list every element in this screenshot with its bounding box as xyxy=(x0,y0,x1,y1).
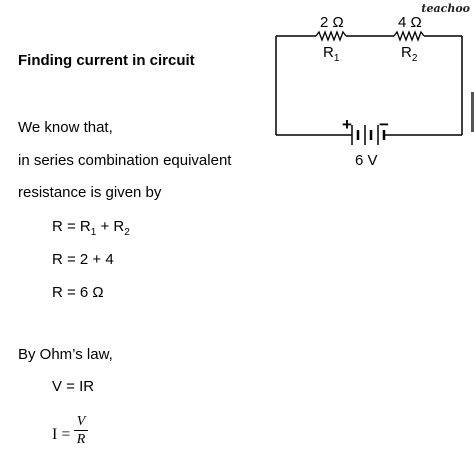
fraction-numerator: V xyxy=(76,414,86,429)
equation-current-fraction xyxy=(74,414,88,447)
fraction-bar xyxy=(74,430,88,431)
teachoo-watermark: teachoo xyxy=(421,2,470,15)
equation-resistance-sum: $R = R_1 + R_2$ xyxy=(52,218,130,238)
ohms-law-heading: By Ohm’s law, xyxy=(18,346,113,363)
resistor-r2-icon xyxy=(394,32,424,40)
equation-current-lhs: I = xyxy=(52,426,71,443)
r1-name-label: $R_1$ xyxy=(323,44,340,64)
resistor-r1-icon xyxy=(316,32,346,40)
text-line-3: resistance is given by xyxy=(18,184,162,201)
equation-resistance-result: R = 6 Ω xyxy=(52,284,104,301)
section-heading: Finding current in circuit xyxy=(18,52,195,69)
r1-value-label: 2 Ω xyxy=(320,14,344,31)
equation-resistance-values: R = 2 + 4 xyxy=(52,251,114,268)
text-line-2: in series combination equivalent xyxy=(18,152,232,169)
r2-value-label: 4 Ω xyxy=(398,14,422,31)
fraction-denominator: R xyxy=(76,432,86,447)
r2-name-label: $R_2$ xyxy=(401,44,418,64)
battery-plus-sign: + xyxy=(342,115,352,134)
equation-ohms-law: V = IR xyxy=(52,378,95,395)
battery-minus-sign: − xyxy=(379,115,389,134)
text-line-1: We know that, xyxy=(18,119,113,136)
battery-voltage-label: 6 V xyxy=(355,152,378,169)
